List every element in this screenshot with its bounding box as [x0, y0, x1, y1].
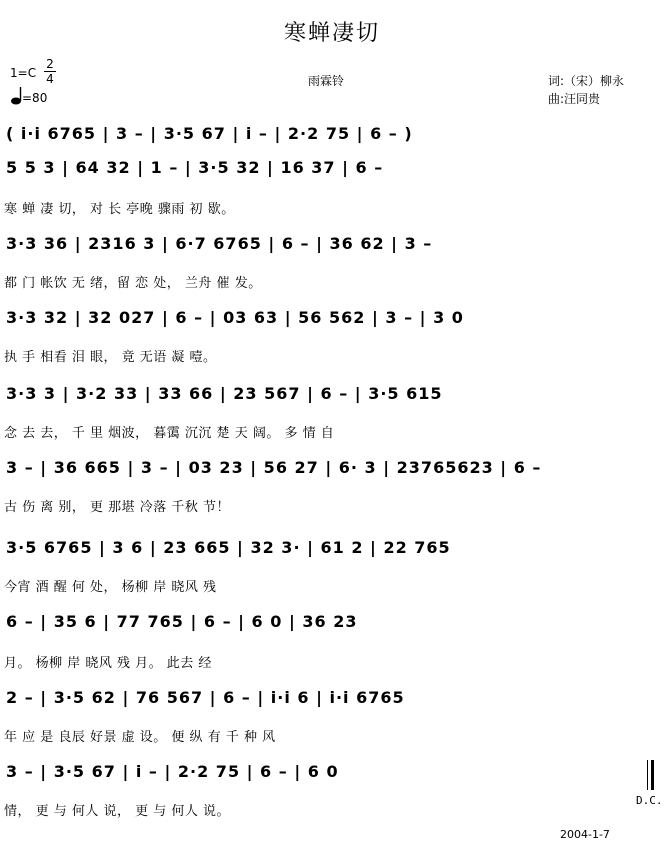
lyrics-line-6: 古 伤 离 别， 更 那堪 冷落 千秋 节！ — [4, 500, 231, 515]
final-barline-thick — [651, 760, 654, 790]
notation-line-2: 5 5 3 | 64 32 | 1 – | 3·5 32 | 16 37 | 6 – — [6, 158, 384, 177]
notation-line-8: 6 – | 35 6 | 77 765 | 6 – | 6 0 | 36 23 — [6, 612, 358, 631]
lyrics-line-7: 今宵 酒 醒 何 处， 杨柳 岸 晓风 残 — [4, 580, 217, 595]
lyrics-line-10: 情， 更 与 何人 说， 更 与 何人 说。 — [4, 804, 231, 819]
notation-line-6: 3 – | 36 665 | 3 – | 03 23 | 56 27 | 6· 3 | 23765623 | 6 – — [6, 458, 542, 477]
time-numerator: 2 — [46, 57, 54, 71]
lyrics-line-9: 年 应 是 良辰 好景 虚 设。 便 纵 有 千 种 风 — [4, 730, 276, 745]
da-capo-mark: D.C. — [636, 794, 663, 807]
lyrics-line-5: 念 去 去， 千 里 烟波， 暮霭 沉沉 楚 天 阔。 多 情 自 — [4, 426, 335, 441]
subtitle: 雨霖铃 — [308, 74, 345, 88]
notation-line-7: 3·5 6765 | 3 6 | 23 665 | 32 3· | 61 2 | 22 765 — [6, 538, 451, 557]
lyrics-line-2: 寒 蝉 凄 切， 对 长 亭晚 骤雨 初 歇。 — [4, 202, 235, 217]
time-signature — [44, 58, 56, 85]
lyrics-line-8: 月。 杨柳 岸 晓风 残 月。 此去 经 — [4, 656, 212, 671]
notation-line-3: 3·3 36 | 2316 3 | 6·7 6765 | 6 – | 36 62 | 3 – — [6, 234, 433, 253]
song-title: 寒蝉凄切 — [283, 21, 380, 46]
composer: 曲:汪同贵 — [548, 92, 601, 106]
date-stamp: 2004-1-7 — [560, 828, 610, 841]
notation-line-10: 3 – | 3·5 67 | i – | 2·2 75 | 6 – | 6 0 — [6, 762, 339, 781]
notation-line-4: 3·3 32 | 32 027 | 6 – | 03 63 | 56 562 | 3 – | 3 0 — [6, 308, 464, 327]
time-denominator: 4 — [46, 72, 54, 86]
notation-line-9: 2 – | 3·5 62 | 76 567 | 6 – | i·i 6 | i·i 6765 — [6, 688, 405, 707]
key-signature: 1=C — [10, 66, 37, 80]
tempo-marking: =80 — [22, 91, 48, 105]
notation-line-5: 3·3 3 | 3·2 33 | 33 66 | 23 567 | 6 – | 3·5 615 — [6, 384, 443, 403]
lyrics-line-4: 执 手 相看 泪 眼， 竟 无语 凝 噎。 — [4, 350, 217, 365]
lyrics-line-3: 都 门 帐饮 无 绪，留 恋 处， 兰舟 催 发。 — [4, 276, 262, 291]
final-barline-thin — [647, 760, 648, 790]
notation-line-1: ( i·i 6765 | 3 – | 3·5 67 | i – | 2·2 75 | 6 – ) — [6, 124, 413, 143]
lyricist: 词:（宋）柳永 — [548, 74, 625, 88]
